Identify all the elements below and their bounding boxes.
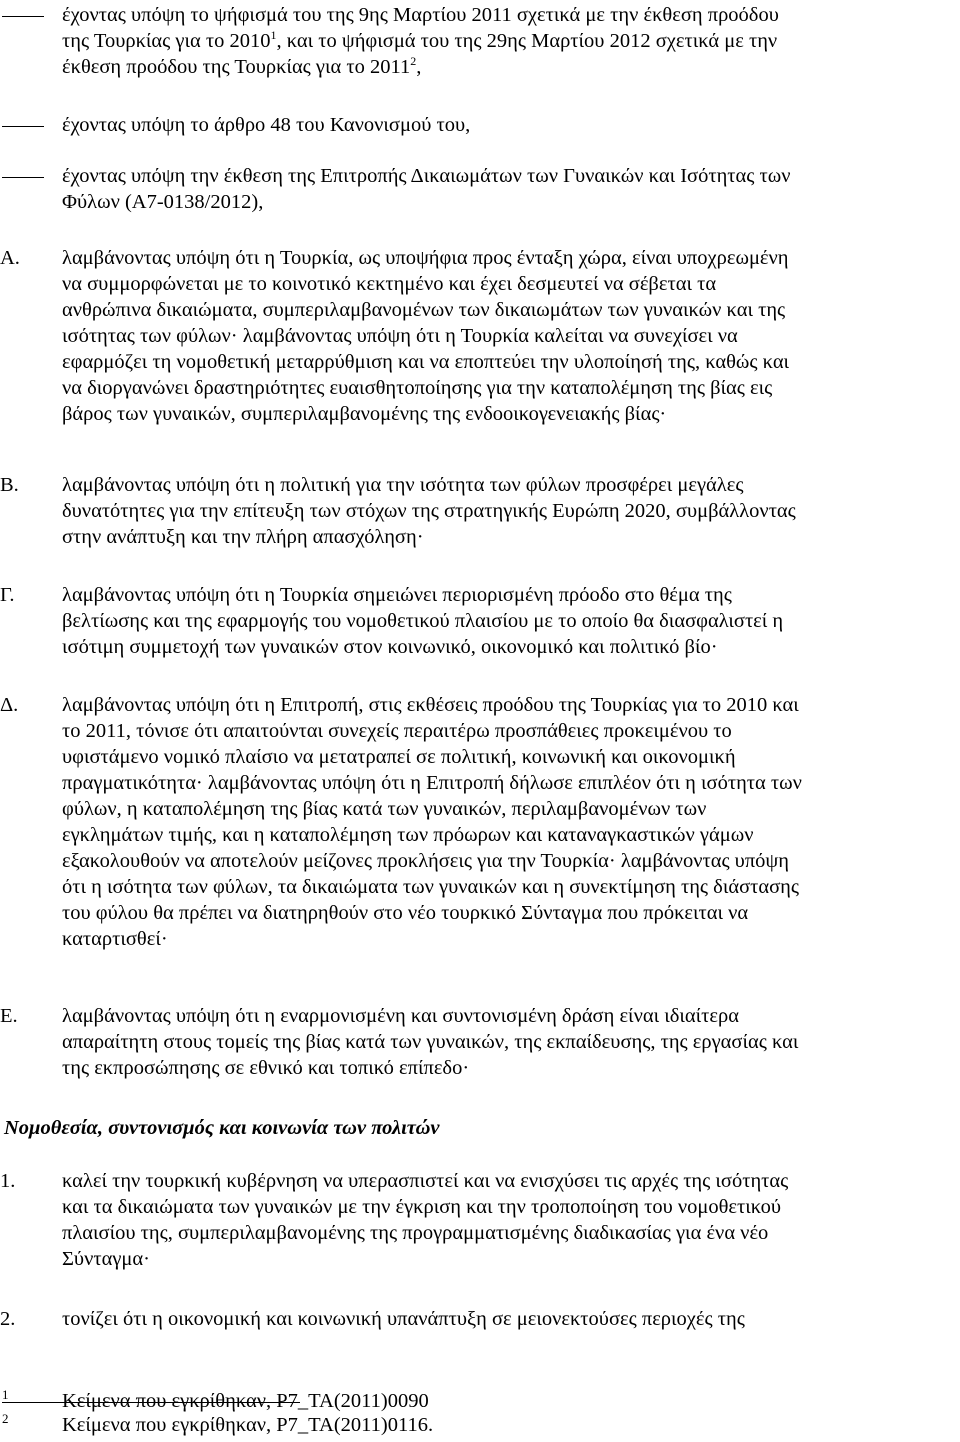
text-line: το 2011, τόνισε ότι απαιτούνται συνεχείς περαιτέρω προσπάθειες προκειμένου το <box>62 720 732 742</box>
text-line: πλαισίου της, συμπεριλαμβανομένης της προγραμματισμένης διαδικασίας για ένα νέο <box>62 1222 769 1244</box>
citation-dash <box>2 16 44 17</box>
text-line: έχοντας υπόψη το ψήφισμά του της 9ης Μαρτίου 2011 σχετικά με την έκθεση προόδου <box>62 4 779 26</box>
text-line: λαμβάνοντας υπόψη ότι η πολιτική για την ισότητα των φύλων προσφέρει μεγάλες <box>62 474 744 496</box>
text-line: ότι η ισότητα των φύλων, τα δικαιώματα των γυναικών και η συνεκτίμηση της διάστασης <box>62 876 799 898</box>
footnote <box>0 1413 960 1437</box>
footnote-text: Κείμενα που εγκρίθηκαν, P7_TA(2011)0090 <box>62 1390 429 1412</box>
text-line: δυνατότητες για την επίτευξη των στόχων της στρατηγικής Ευρώπη 2020, συμβάλλοντας <box>62 500 796 522</box>
paragraph-number: 2. <box>0 1308 16 1330</box>
text-line: υφιστάμενο νομικό πλαίσιο να μετατραπεί σε πολιτική, κοινωνική και οικονομική <box>62 746 736 768</box>
citation-dash <box>2 177 44 178</box>
text-line: τονίζει ότι η οικονομική και κοινωνική υπανάπτυξη σε μειονεκτούσες περιοχές της <box>62 1308 745 1330</box>
text-line: απαραίτητη στους τομείς της βίας κατά των γυναικών, της εκπαίδευσης, της εργασίας και <box>62 1031 799 1053</box>
text-line: λαμβάνοντας υπόψη ότι η Επιτροπή, στις εκθέσεις προόδου της Τουρκίας για το 2010 και <box>62 694 799 716</box>
text-line: έκθεση προόδου της Τουρκίας για το 2011$^2$, <box>62 54 422 78</box>
footnote <box>0 1389 960 1413</box>
text-line: της Τουρκίας για το 2010$^1$, και το ψήφισμά του της 29ης Μαρτίου 2012 σχετικά με την <box>62 28 778 52</box>
text-line: Φύλων (A7-0138/2012), <box>62 191 264 213</box>
footnote-number: 1 <box>2 1387 9 1402</box>
footnote-number: 2 <box>2 1411 9 1426</box>
recital-marker: E. <box>0 1005 18 1027</box>
recital-marker: Γ. <box>0 584 15 606</box>
text-line: έχοντας υπόψη την έκθεση της Επιτροπής Δικαιωμάτων των Γυναικών και Ισότητας των <box>62 165 791 187</box>
section-heading: Νομοθεσία, συντονισμός και κοινωνία των πολιτών <box>4 1117 440 1139</box>
text-line: Σύνταγμα· <box>62 1248 150 1270</box>
text-line: να συμμορφώνεται με το κοινοτικό κεκτημένο και έχει δεσμευτεί να σέβεται τα <box>62 273 717 295</box>
text-line: λαμβάνοντας υπόψη ότι η Τουρκία, ως υποψήφια προς ένταξη χώρα, είναι υποχρεωμένη <box>62 247 789 269</box>
recital-marker: A. <box>0 247 20 269</box>
paragraph-number: 1. <box>0 1170 16 1192</box>
text-line: καταρτισθεί· <box>62 928 168 950</box>
footnote-text: Κείμενα που εγκρίθηκαν, P7_TA(2011)0116. <box>62 1414 434 1436</box>
text-line: βάρος των γυναικών, συμπεριλαμβανομένης της ενδοοικογενειακής βίας· <box>62 403 667 425</box>
text-line: λαμβάνοντας υπόψη ότι η Τουρκία σημειώνει περιορισμένη πρόοδο στο θέμα της <box>62 584 732 606</box>
text-line: καλεί την τουρκική κυβέρνηση να υπερασπιστεί και να ενισχύσει τις αρχές της ισότητας <box>62 1170 789 1192</box>
footnote-ref[interactable]: 1 <box>270 28 277 42</box>
text-line: λαμβάνοντας υπόψη ότι η εναρμονισμένη και συντονισμένη δράση είναι ιδιαίτερα <box>62 1005 739 1027</box>
citation-dash <box>2 126 44 127</box>
text-line: του φύλου θα πρέπει να διατηρηθούν στο νέο τουρκικό Σύνταγμα που πρόκειται να <box>62 902 749 924</box>
text-line: πραγματικότητα· λαμβάνοντας υπόψη ότι η Επιτροπή δήλωσε επιπλέον ότι η ισότητα των <box>62 772 802 794</box>
text-line: έχοντας υπόψη το άρθρο 48 του Κανονισμού του, <box>62 114 471 136</box>
text-line: και τα δικαιώματα των γυναικών με την έγκριση και την τροποποίηση του νομοθετικού <box>62 1196 782 1218</box>
text-line: εξακολουθούν να αποτελούν μείζονες προκλήσεις για την Τουρκία· λαμβάνοντας υπόψη <box>62 850 789 872</box>
text-line: της εκπροσώπησης σε εθνικό και τοπικό επίπεδο· <box>62 1057 470 1079</box>
recital-marker: Δ. <box>0 694 19 716</box>
text-line: ανθρώπινα δικαιώματα, συμπεριλαμβανομένων των δικαιωμάτων των γυναικών και της <box>62 299 786 321</box>
text-line: εφαρμόζει τη νομοθετική μεταρρύθμιση και να εποπτεύει την υλοποίησή της, καθώς και <box>62 351 790 373</box>
text-line: εγκλημάτων τιμής, και η καταπολέμηση των πρόωρων και καταναγκαστικών γάμων <box>62 824 754 846</box>
text-line: βελτίωσης και της εφαρμογής του νομοθετικού πλαισίου με το οποίο θα διασφαλιστεί η <box>62 610 784 632</box>
recital-marker: B. <box>0 474 19 496</box>
footnote-ref[interactable]: 2 <box>410 54 417 68</box>
text-line: να διοργανώνει δραστηριότητες ευαισθητοποίησης για την καταπολέμηση της βίας εις <box>62 377 773 399</box>
text-line: φύλων, η καταπολέμηση της βίας κατά των γυναικών, περιλαμβανομένων των <box>62 798 707 820</box>
text-line: ισότιμη συμμετοχή των γυναικών στον κοινωνικό, οικονομικό και πολιτικό βίο· <box>62 636 718 658</box>
text-line: στην ανάπτυξη και την πλήρη απασχόληση· <box>62 526 424 548</box>
text-line: ισότητας των φύλων· λαμβάνοντας υπόψη ότι η Τουρκία καλείται να συνεχίσει να <box>62 325 738 347</box>
